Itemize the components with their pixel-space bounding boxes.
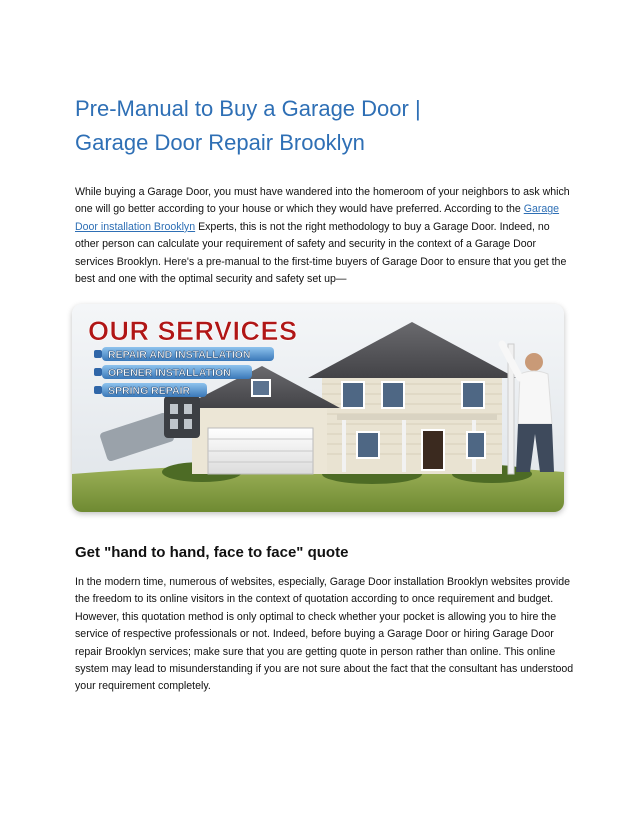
bullet-icon: [94, 350, 102, 358]
intro-text-part-2: Experts, this is not the right methodology to buy a Garage Door. Indeed, no other person can calculate your requirement of safety and security in the context of a Garage Door services Brooklyn. Here's a pre-manual to the first-time buyers of Garage Door to ensure that you get the best and one with the optimal security and safety set up—: [75, 220, 567, 286]
page-title: [75, 92, 575, 160]
bullet-icon: [94, 368, 102, 376]
page-title-line-1: Pre-Manual to Buy a Garage Door |: [75, 96, 421, 121]
section-heading: Get "hand to hand, face to face" quote: [75, 544, 349, 561]
service-item: SPRING REPAIR: [108, 385, 191, 397]
services-banner-image: [72, 304, 564, 512]
section-paragraph: In the modern time, numerous of websites, especially, Garage Door installation Brooklyn websites provide the freedom to its online visitors in the context of quotation according to once requirement and budget. However, this quotation method is only optimal to check whether your pocket is allowing you to hire the service of respective professionals or not. Indeed, before buying a Garage Door or hiring Garage Door repair Brooklyn services; make sure that you are getting quote in person rather than online. This online system may lead to misunderstanding if you are not sure about the fact that the consultant has understood your requirement completely.: [75, 576, 574, 693]
intro-text-part-1: While buying a Garage Door, you must have wandered into the homeroom of your neighbors to ask which one will go better according to your house or which they would have preferred. According to the: [75, 186, 570, 216]
bullet-icon: [94, 386, 102, 394]
service-item: OPENER INSTALLATION: [108, 367, 231, 379]
banner-heading: OUR SERVICES: [88, 316, 298, 346]
intro-paragraph: [75, 184, 575, 288]
service-item: REPAIR AND INSTALLATION: [108, 349, 251, 361]
page-title-line-2: Garage Door Repair Brooklyn: [75, 130, 365, 155]
garage-door-installation-link[interactable]: Garage Door installation Brooklyn: [75, 203, 560, 233]
